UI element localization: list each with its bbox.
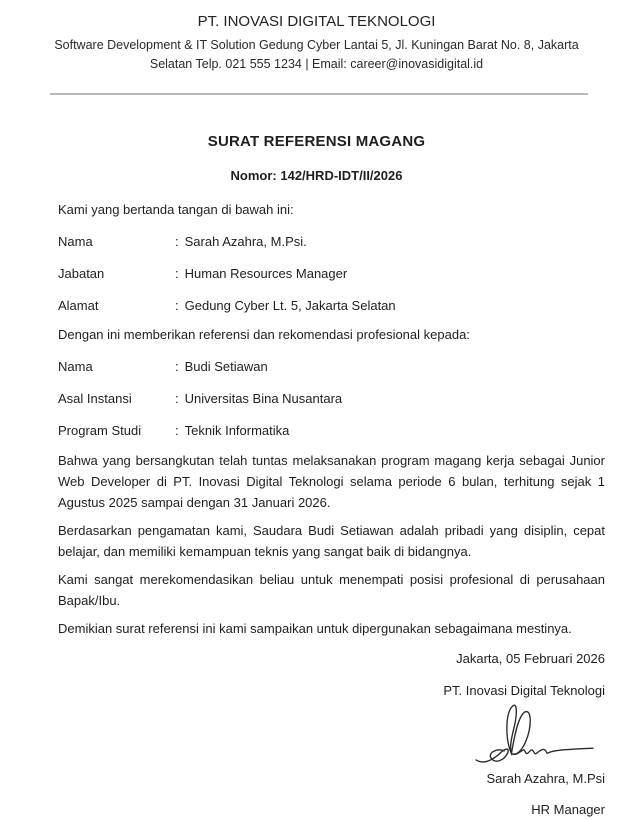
paragraph-internship: Bahwa yang bersangkutan telah tuntas melaksanakan program magang kerja sebagai Junior Web Developer di PT. Inovasi Digital Teknologi selama periode 6 bulan, terhitung sejak 1 Agustus 2025 sampai dengan 31 Januari 2026. bbox=[58, 453, 605, 510]
paragraph-closing: Demikian surat referensi ini kami sampaikan untuk dipergunakan sebagaimana mestinya. bbox=[58, 621, 572, 636]
field-separator: : bbox=[175, 234, 179, 249]
field-separator: : bbox=[175, 266, 179, 281]
field-value: Budi Setiawan bbox=[184, 359, 268, 374]
field-label: Program Studi bbox=[58, 423, 142, 438]
field-value: Teknik Informatika bbox=[184, 423, 290, 438]
field-value: Universitas Bina Nusantara bbox=[184, 391, 343, 406]
paragraph-assessment: Berdasarkan pengamatan kami, Saudara Budi Setiawan adalah pribadi yang disiplin, cepat belajar, dan memiliki kemampuan teknis yang sangat baik di bidangnya. bbox=[58, 523, 605, 559]
company-info: Software Development & IT Solution Gedung Cyber Lantai 5, Jl. Kuningan Barat No. 8, Jakarta Selatan Telp. 021 555 1234 | Email: career@inovasidigital.id bbox=[54, 38, 579, 71]
recipient-field-name bbox=[58, 359, 605, 375]
signature bbox=[58, 701, 605, 769]
field-value: Gedung Cyber Lt. 5, Jakarta Selatan bbox=[184, 298, 396, 313]
closing-company: PT. Inovasi Digital Teknologi bbox=[443, 683, 605, 698]
signatory-field-name bbox=[58, 234, 605, 250]
letter-body bbox=[58, 202, 605, 639]
letter-title: SURAT REFERENSI MAGANG bbox=[207, 133, 426, 150]
signer-title: HR Manager bbox=[531, 802, 605, 817]
field-label: Nama bbox=[58, 359, 93, 374]
field-label: Asal Instansi bbox=[58, 391, 132, 406]
recipient-field-prodi bbox=[58, 423, 605, 439]
letterhead bbox=[0, 0, 633, 74]
signatory-field-jabatan bbox=[58, 266, 605, 282]
letter-number: Nomor: 142/HRD-IDT/II/2026 bbox=[230, 168, 403, 183]
field-value: Human Resources Manager bbox=[184, 266, 348, 281]
signatory-field-alamat bbox=[58, 298, 605, 314]
signature-image bbox=[465, 701, 605, 769]
field-separator: : bbox=[175, 423, 179, 438]
intro-line: Kami yang bertanda tangan di bawah ini: bbox=[58, 202, 294, 217]
signer-name: Sarah Azahra, M.Psi bbox=[486, 771, 605, 786]
field-separator: : bbox=[175, 359, 179, 374]
field-separator: : bbox=[175, 298, 179, 313]
field-value: Sarah Azahra, M.Psi. bbox=[184, 234, 307, 249]
field-separator: : bbox=[175, 391, 179, 406]
place-date: Jakarta, 05 Februari 2026 bbox=[456, 651, 605, 666]
letterhead-divider bbox=[50, 93, 588, 95]
company-name: PT. INOVASI DIGITAL TEKNOLOGI bbox=[197, 13, 436, 30]
closing-block bbox=[58, 651, 605, 818]
paragraph-recommendation: Kami sangat merekomendasikan beliau untuk menempati posisi profesional di perusahaan Bapak/Ibu. bbox=[58, 572, 605, 608]
field-label: Nama bbox=[58, 234, 93, 249]
recipient-field-instansi bbox=[58, 391, 605, 407]
field-label: Alamat bbox=[58, 298, 99, 313]
recommendation-lead: Dengan ini memberikan referensi dan rekomendasi profesional kepada: bbox=[58, 327, 470, 342]
field-label: Jabatan bbox=[58, 266, 105, 281]
